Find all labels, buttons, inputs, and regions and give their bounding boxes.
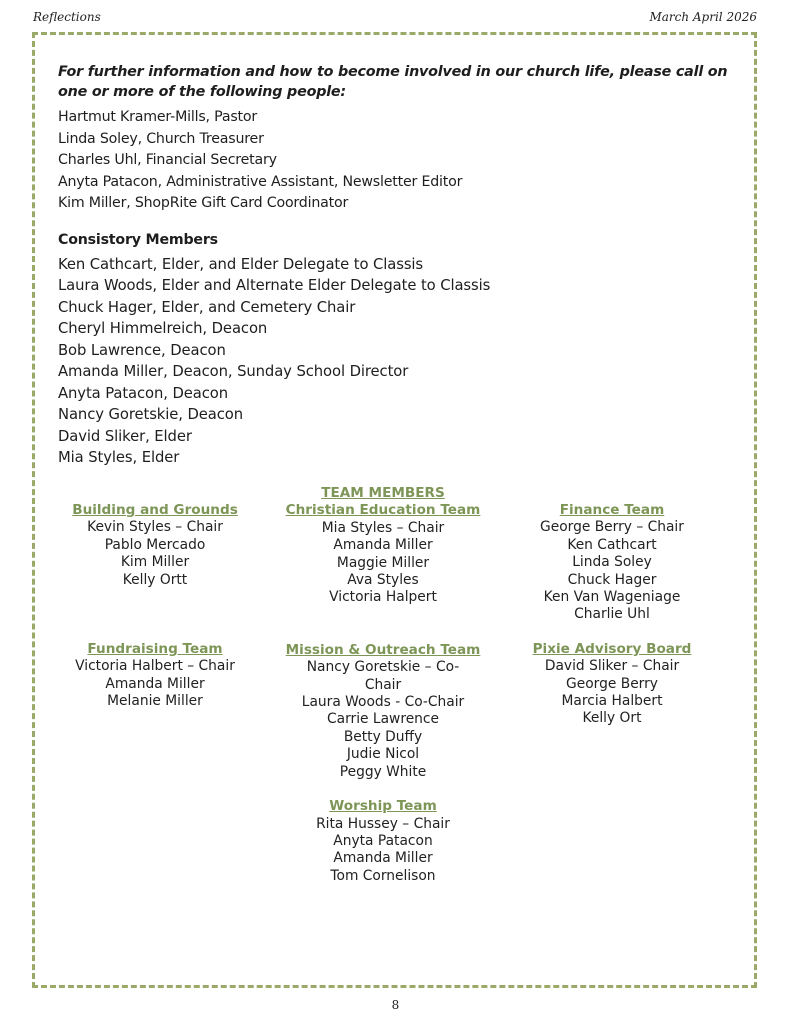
team-member: Tom Cornelison bbox=[330, 867, 436, 884]
teams-column-center bbox=[283, 485, 483, 902]
contact-item: Charles Uhl, Financial Secretary bbox=[58, 152, 277, 168]
team-mission-outreach bbox=[283, 642, 483, 781]
team-member: Laura Woods - Co-Chair bbox=[301, 694, 465, 711]
team-member: Kelly Ortt bbox=[122, 571, 188, 588]
team-members-heading: TEAM MEMBERS bbox=[321, 485, 445, 501]
team-member: Linda Soley bbox=[572, 554, 652, 571]
team-member: Charlie Uhl bbox=[574, 606, 650, 623]
running-header-title: Reflections bbox=[33, 10, 101, 24]
intro-text: For further information and how to become involved in our church life, please call on one or more of the following people: bbox=[58, 64, 728, 100]
team-member: Kelly Ort bbox=[582, 710, 642, 727]
team-member: Victoria Halpert bbox=[329, 589, 437, 606]
team-member: Peggy White bbox=[339, 763, 427, 780]
team-title: Worship Team bbox=[329, 798, 437, 815]
team-member: Victoria Halbert – Chair bbox=[75, 658, 235, 675]
contact-item: Linda Soley, Church Treasurer bbox=[58, 130, 264, 147]
team-building-and-grounds bbox=[50, 502, 260, 589]
team-member: Nancy Goretskie – Co- bbox=[306, 659, 460, 676]
team-pixie-advisory-board bbox=[518, 641, 706, 728]
consistory-member: Mia Styles, Elder bbox=[58, 449, 180, 466]
team-member: Kim Miller bbox=[120, 554, 190, 571]
team-title: Fundraising Team bbox=[87, 641, 223, 658]
team-member: Rita Hussey – Chair bbox=[316, 815, 450, 832]
team-member: George Berry bbox=[566, 675, 658, 692]
team-member: Amanda Miller bbox=[105, 675, 205, 692]
team-title: Mission & Outreach Team bbox=[285, 641, 481, 658]
contact-list bbox=[58, 107, 748, 215]
team-finance bbox=[518, 502, 706, 624]
team-member: Kevin Styles – Chair bbox=[87, 519, 223, 536]
team-member: Amanda Miller bbox=[333, 850, 433, 867]
consistory-list bbox=[58, 254, 748, 469]
team-worship bbox=[283, 798, 483, 885]
team-member: Amanda Miller bbox=[333, 537, 433, 554]
team-fundraising bbox=[50, 641, 260, 711]
team-member: Chuck Hager bbox=[567, 571, 657, 588]
consistory-member: Chuck Hager, Elder, and Cemetery Chair bbox=[58, 298, 356, 316]
teams-column-right bbox=[518, 502, 706, 745]
team-member: Mia Styles – Chair bbox=[321, 519, 445, 536]
consistory-member: Ken Cathcart, Elder, and Elder Delegate to Classis bbox=[58, 255, 424, 273]
team-member: Chair bbox=[364, 676, 402, 693]
team-member: Judie Nicol bbox=[346, 746, 420, 763]
contact-item: Kim Miller, ShopRite Gift Card Coordinator bbox=[58, 195, 349, 211]
team-member: Maggie Miller bbox=[336, 554, 430, 571]
consistory-heading: Consistory Members bbox=[58, 231, 218, 248]
team-member: Ava Styles bbox=[347, 572, 419, 589]
team-member: David Sliker – Chair bbox=[544, 658, 680, 675]
teams-column-left bbox=[50, 502, 260, 728]
team-title: Christian Education Team bbox=[285, 502, 481, 519]
running-header-date: March April 2026 bbox=[649, 10, 757, 24]
contact-item: Anyta Patacon, Administrative Assistant, Newsletter Editor bbox=[58, 173, 463, 190]
contact-item: Hartmut Kramer-Mills, Pastor bbox=[58, 109, 258, 125]
team-member: George Berry – Chair bbox=[540, 519, 684, 536]
team-member: Carrie Lawrence bbox=[327, 711, 439, 728]
team-member: Ken Van Wageniage bbox=[543, 589, 681, 606]
main-content bbox=[58, 62, 748, 469]
consistory-member: Bob Lawrence, Deacon bbox=[58, 341, 226, 359]
consistory-member: Laura Woods, Elder and Alternate Elder Delegate to Classis bbox=[58, 277, 491, 294]
consistory-member: Nancy Goretskie, Deacon bbox=[58, 406, 244, 423]
team-member: Ken Cathcart bbox=[567, 536, 657, 553]
team-title: Finance Team bbox=[559, 502, 665, 518]
team-member: Betty Duffy bbox=[343, 728, 423, 745]
team-title: Building and Grounds bbox=[72, 502, 238, 518]
team-member: Marcia Halbert bbox=[561, 693, 663, 710]
consistory-member: Amanda Miller, Deacon, Sunday School Director bbox=[58, 363, 409, 380]
consistory-member: Anyta Patacon, Deacon bbox=[58, 384, 229, 402]
team-title: Pixie Advisory Board bbox=[532, 640, 692, 657]
team-christian-education bbox=[283, 502, 483, 606]
team-member: Pablo Mercado bbox=[104, 536, 206, 553]
consistory-member: David Sliker, Elder bbox=[58, 427, 192, 445]
page-number: 8 bbox=[391, 998, 400, 1012]
consistory-member: Cheryl Himmelreich, Deacon bbox=[58, 320, 268, 337]
team-member: Anyta Patacon bbox=[333, 832, 433, 849]
team-member: Melanie Miller bbox=[107, 693, 203, 710]
